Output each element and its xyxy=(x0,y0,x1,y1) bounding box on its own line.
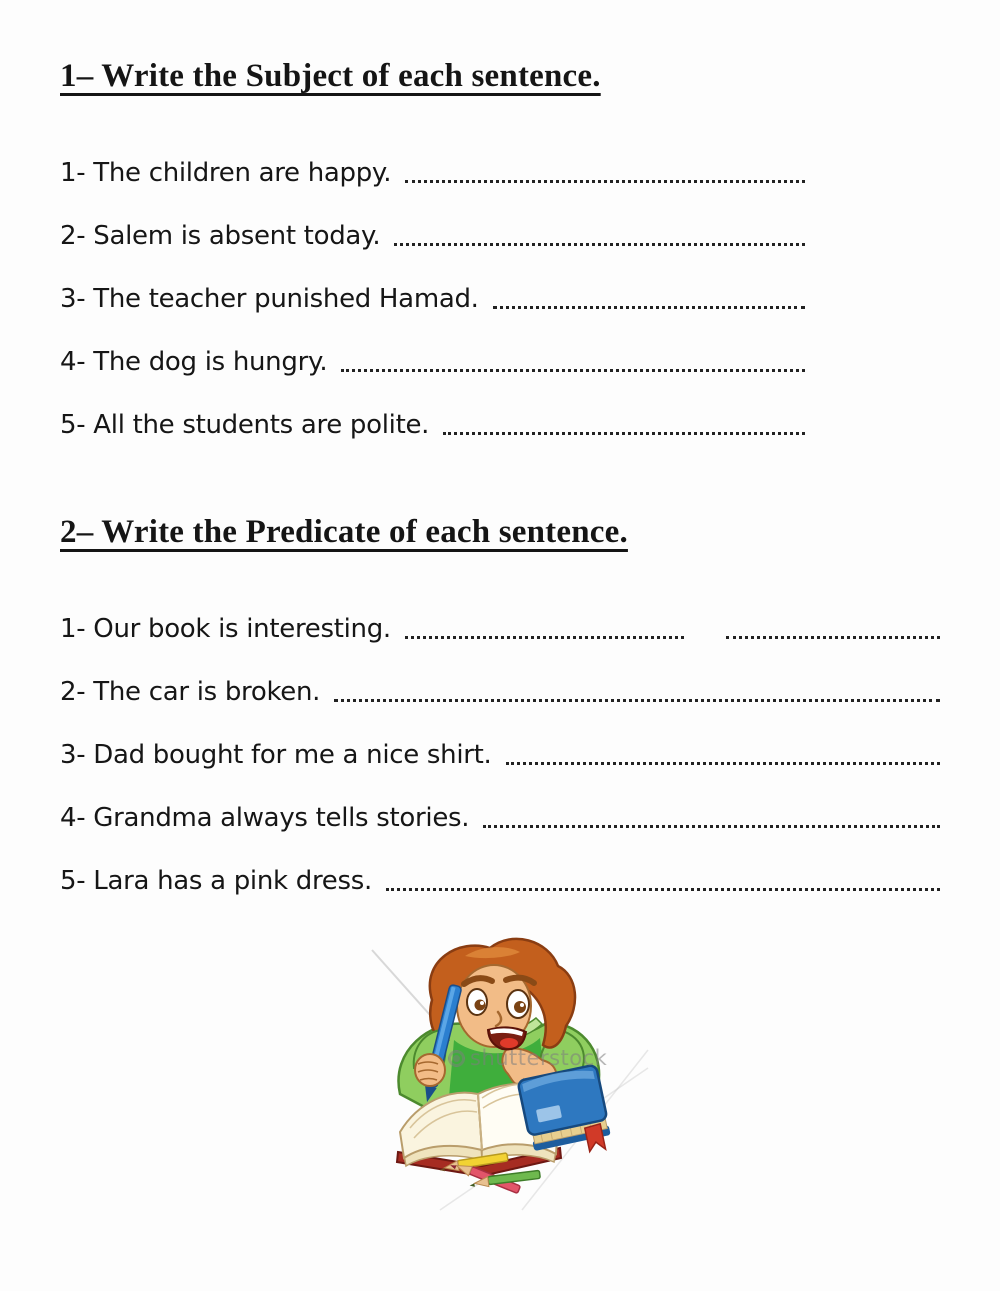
section-heading: 1– Write the Subject of each sentence. xyxy=(60,58,601,94)
section-items xyxy=(60,154,805,442)
sentence-text: 2- Salem is absent today. xyxy=(60,221,381,251)
worksheet-section-2 xyxy=(60,512,940,898)
sentence-row xyxy=(60,406,805,442)
sentence-text: 2- The car is broken. xyxy=(60,677,321,707)
answer-blank[interactable] xyxy=(394,243,805,246)
sentence-text: 3- Dad bought for me a nice shirt. xyxy=(60,740,492,770)
section-heading: 2– Write the Predicate of each sentence. xyxy=(60,514,628,550)
sentence-row xyxy=(60,154,805,190)
sentence-row xyxy=(60,217,805,253)
sentence-row xyxy=(60,862,940,898)
answer-blank[interactable] xyxy=(405,636,684,639)
answer-blank[interactable] xyxy=(726,636,940,639)
worksheet-section-1 xyxy=(60,56,805,442)
answer-blank[interactable] xyxy=(386,888,940,891)
answer-blank[interactable] xyxy=(405,180,805,183)
sentence-row xyxy=(60,673,940,709)
sentence-row xyxy=(60,280,805,316)
sentence-text: 1- The children are happy. xyxy=(60,158,392,188)
answer-blank[interactable] xyxy=(506,762,941,765)
sentence-row xyxy=(60,799,940,835)
answer-blank[interactable] xyxy=(483,825,940,828)
sentence-text: 3- The teacher punished Hamad. xyxy=(60,284,479,314)
boy-writing-illustration xyxy=(370,922,650,1212)
sentence-text: 1- Our book is interesting. xyxy=(60,614,391,644)
watermark-text: shutterstock xyxy=(470,1046,608,1070)
sentence-text: 5- Lara has a pink dress. xyxy=(60,866,372,896)
sentence-row xyxy=(60,343,805,379)
sentence-text: 4- The dog is hungry. xyxy=(60,347,328,377)
answer-blank[interactable] xyxy=(493,306,805,309)
boy-writing-drawing xyxy=(370,922,650,1212)
section-items xyxy=(60,610,940,898)
sentence-row xyxy=(60,610,940,646)
sentence-text: 4- Grandma always tells stories. xyxy=(60,803,470,833)
answer-blank[interactable] xyxy=(341,369,805,372)
answer-blank[interactable] xyxy=(334,699,940,702)
answer-blank[interactable] xyxy=(443,432,805,435)
sentence-row xyxy=(60,736,940,772)
sentence-text: 5- All the students are polite. xyxy=(60,410,430,440)
